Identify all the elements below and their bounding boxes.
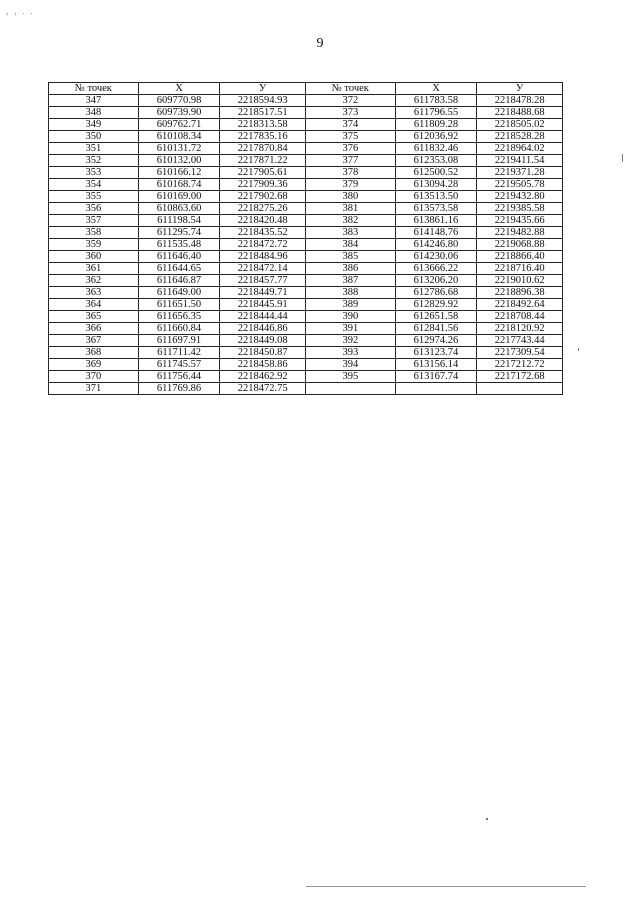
cell-point-number-right: 387 — [305, 275, 395, 287]
cell-point-number-left: 348 — [49, 107, 139, 119]
cell-point-number-left: 359 — [49, 239, 139, 251]
header-y-right: У — [477, 83, 563, 95]
cell-y-left: 2217902.68 — [220, 191, 306, 203]
cell-y-left: 2218445.91 — [220, 299, 306, 311]
cell-point-number-right: 376 — [305, 143, 395, 155]
cell-x-right: 614148.76 — [395, 227, 477, 239]
table-row — [49, 215, 563, 227]
header-point-number-left: № точек — [49, 83, 139, 95]
cell-x-left: 611745.57 — [138, 359, 220, 371]
table-row — [49, 335, 563, 347]
cell-point-number-left: 370 — [49, 371, 139, 383]
cell-y-right: 2217212.72 — [477, 359, 563, 371]
cell-point-number-right: 393 — [305, 347, 395, 359]
cell-x-left: 609762.71 — [138, 119, 220, 131]
cell-x-left: 610863.60 — [138, 203, 220, 215]
cell-x-right: 612353.08 — [395, 155, 477, 167]
header-x-right: X — [395, 83, 477, 95]
cell-x-right: 612841.56 — [395, 323, 477, 335]
cell-x-left: 611646.40 — [138, 251, 220, 263]
header-row — [49, 83, 563, 95]
cell-x-right: 612786.68 — [395, 287, 477, 299]
table-body — [49, 95, 563, 395]
cell-x-right: 612651.58 — [395, 311, 477, 323]
table-row — [49, 227, 563, 239]
cell-x-right: 613167.74 — [395, 371, 477, 383]
table-row — [49, 299, 563, 311]
cell-y-left: 2218313.58 — [220, 119, 306, 131]
cell-point-number-left: 366 — [49, 323, 139, 335]
cell-y-left: 2217905.61 — [220, 167, 306, 179]
cell-y-right: 2218716.40 — [477, 263, 563, 275]
cell-x-right: 613094.28 — [395, 179, 477, 191]
table-row — [49, 167, 563, 179]
cell-x-right: 613573.58 — [395, 203, 477, 215]
scan-speck — [486, 818, 488, 820]
cell-x-left: 611646.87 — [138, 275, 220, 287]
cell-x-left: 611656.35 — [138, 311, 220, 323]
cell-point-number-left: 371 — [49, 383, 139, 395]
cell-x-left: 611644.65 — [138, 263, 220, 275]
cell-x-left: 610166.12 — [138, 167, 220, 179]
cell-point-number-left: 360 — [49, 251, 139, 263]
cell-point-number-right: 390 — [305, 311, 395, 323]
cell-point-number-right: 381 — [305, 203, 395, 215]
cell-y-right: 2218896.38 — [477, 287, 563, 299]
table-row — [49, 275, 563, 287]
cell-point-number-left: 368 — [49, 347, 139, 359]
cell-point-number-right: 395 — [305, 371, 395, 383]
cell-x-right: 613666.22 — [395, 263, 477, 275]
cell-y-right: 2219385.58 — [477, 203, 563, 215]
cell-point-number-right: 386 — [305, 263, 395, 275]
cell-x-left: 611769.86 — [138, 383, 220, 395]
cell-y-left: 2218275.26 — [220, 203, 306, 215]
table-row — [49, 179, 563, 191]
cell-y-left: 2218594.93 — [220, 95, 306, 107]
header-x-left: X — [138, 83, 220, 95]
cell-y-left: 2218435.52 — [220, 227, 306, 239]
cell-point-number-right — [305, 383, 395, 395]
cell-point-number-left: 367 — [49, 335, 139, 347]
cell-point-number-right: 389 — [305, 299, 395, 311]
cell-y-left: 2218472.14 — [220, 263, 306, 275]
cell-y-right: 2218488.68 — [477, 107, 563, 119]
cell-x-right: 613156.14 — [395, 359, 477, 371]
cell-point-number-right: 380 — [305, 191, 395, 203]
cell-y-left: 2218449.08 — [220, 335, 306, 347]
cell-x-right — [395, 383, 477, 395]
cell-x-right: 612974.26 — [395, 335, 477, 347]
cell-y-left: 2217871.22 — [220, 155, 306, 167]
cell-point-number-right: 373 — [305, 107, 395, 119]
cell-y-left: 2218444.44 — [220, 311, 306, 323]
cell-x-right: 613123.74 — [395, 347, 477, 359]
table-row — [49, 263, 563, 275]
cell-point-number-left: 365 — [49, 311, 139, 323]
cell-point-number-left: 361 — [49, 263, 139, 275]
cell-x-left: 609770.98 — [138, 95, 220, 107]
cell-x-right: 612829.92 — [395, 299, 477, 311]
cell-y-left: 2218484.96 — [220, 251, 306, 263]
cell-y-left: 2218517.51 — [220, 107, 306, 119]
cell-y-left: 2218450.87 — [220, 347, 306, 359]
cell-y-right: 2218708.44 — [477, 311, 563, 323]
cell-x-left: 611649.00 — [138, 287, 220, 299]
cell-y-left: 2217835.16 — [220, 131, 306, 143]
cell-x-left: 611756.44 — [138, 371, 220, 383]
cell-y-right: 2219371.28 — [477, 167, 563, 179]
cell-x-right: 614246.80 — [395, 239, 477, 251]
cell-x-left: 611535.48 — [138, 239, 220, 251]
cell-x-left: 611711.42 — [138, 347, 220, 359]
cell-point-number-right: 378 — [305, 167, 395, 179]
table-row — [49, 119, 563, 131]
cell-point-number-left: 354 — [49, 179, 139, 191]
table-row — [49, 311, 563, 323]
header-point-number-right: № точек — [305, 83, 395, 95]
table-row — [49, 251, 563, 263]
cell-y-right: 2218492.64 — [477, 299, 563, 311]
cell-x-left: 610131.72 — [138, 143, 220, 155]
page-number: 9 — [316, 36, 324, 51]
coordinates-table — [48, 82, 563, 395]
cell-y-left: 2218462.92 — [220, 371, 306, 383]
cell-y-right: 2219505.78 — [477, 179, 563, 191]
cell-y-left: 2218472.72 — [220, 239, 306, 251]
cell-x-left: 611198.54 — [138, 215, 220, 227]
cell-point-number-right: 388 — [305, 287, 395, 299]
cell-x-right: 611796.55 — [395, 107, 477, 119]
cell-y-left: 2218472.75 — [220, 383, 306, 395]
cell-y-right: 2218964.02 — [477, 143, 563, 155]
cell-point-number-right: 377 — [305, 155, 395, 167]
table-row — [49, 95, 563, 107]
cell-point-number-left: 364 — [49, 299, 139, 311]
cell-y-right: 2218866.40 — [477, 251, 563, 263]
cell-point-number-right: 391 — [305, 323, 395, 335]
table-row — [49, 155, 563, 167]
cell-x-left: 611697.91 — [138, 335, 220, 347]
table-row — [49, 347, 563, 359]
cell-y-left: 2217870.84 — [220, 143, 306, 155]
cell-x-right: 613513.50 — [395, 191, 477, 203]
cell-y-right: 2217309.54 — [477, 347, 563, 359]
table-row — [49, 371, 563, 383]
cell-y-right: 2218528.28 — [477, 131, 563, 143]
scan-marks: ‹ ‹ · · — [6, 10, 35, 18]
cell-point-number-left: 356 — [49, 203, 139, 215]
cell-point-number-left: 352 — [49, 155, 139, 167]
cell-y-left: 2218457.77 — [220, 275, 306, 287]
cell-point-number-left: 363 — [49, 287, 139, 299]
cell-point-number-right: 384 — [305, 239, 395, 251]
cell-point-number-right: 372 — [305, 95, 395, 107]
cell-point-number-right: 382 — [305, 215, 395, 227]
cell-y-right: 2219411.54 — [477, 155, 563, 167]
table-row — [49, 203, 563, 215]
scan-speck — [622, 154, 623, 162]
cell-y-right: 2218120.92 — [477, 323, 563, 335]
cell-y-left: 2218446.86 — [220, 323, 306, 335]
cell-y-right: 2217172.68 — [477, 371, 563, 383]
cell-x-left: 611295.74 — [138, 227, 220, 239]
cell-point-number-right: 385 — [305, 251, 395, 263]
cell-point-number-left: 349 — [49, 119, 139, 131]
cell-x-left: 610132.00 — [138, 155, 220, 167]
cell-point-number-left: 350 — [49, 131, 139, 143]
cell-y-left: 2217909.36 — [220, 179, 306, 191]
cell-x-left: 609739.90 — [138, 107, 220, 119]
table-row — [49, 239, 563, 251]
cell-point-number-right: 374 — [305, 119, 395, 131]
table-row — [49, 323, 563, 335]
table-row — [49, 287, 563, 299]
scan-speck — [578, 348, 579, 351]
cell-point-number-right: 392 — [305, 335, 395, 347]
table-row — [49, 143, 563, 155]
cell-y-right: 2219435.66 — [477, 215, 563, 227]
cell-y-right: 2219432.80 — [477, 191, 563, 203]
cell-x-right: 613861.16 — [395, 215, 477, 227]
table-row — [49, 191, 563, 203]
cell-point-number-left: 351 — [49, 143, 139, 155]
cell-point-number-right: 375 — [305, 131, 395, 143]
cell-y-right: 2219068.88 — [477, 239, 563, 251]
cell-y-left: 2218420.48 — [220, 215, 306, 227]
cell-y-right: 2219482.88 — [477, 227, 563, 239]
cell-x-left: 610108.34 — [138, 131, 220, 143]
cell-x-left: 610168.74 — [138, 179, 220, 191]
cell-x-right: 611832.46 — [395, 143, 477, 155]
cell-x-left: 611651.50 — [138, 299, 220, 311]
cell-y-left: 2218458.86 — [220, 359, 306, 371]
table-header — [49, 83, 563, 95]
cell-x-right: 612036.92 — [395, 131, 477, 143]
scan-speck — [306, 886, 586, 887]
cell-x-left: 611660.84 — [138, 323, 220, 335]
cell-x-left: 610169.00 — [138, 191, 220, 203]
header-y-left: У — [220, 83, 306, 95]
cell-point-number-left: 362 — [49, 275, 139, 287]
table-row — [49, 131, 563, 143]
cell-y-right: 2217743.44 — [477, 335, 563, 347]
cell-point-number-left: 369 — [49, 359, 139, 371]
cell-point-number-left: 347 — [49, 95, 139, 107]
cell-y-left: 2218449.71 — [220, 287, 306, 299]
cell-point-number-left: 355 — [49, 191, 139, 203]
cell-point-number-right: 383 — [305, 227, 395, 239]
cell-point-number-right: 379 — [305, 179, 395, 191]
table-row — [49, 383, 563, 395]
table-row — [49, 107, 563, 119]
cell-x-right: 612500.52 — [395, 167, 477, 179]
cell-x-right: 611809.28 — [395, 119, 477, 131]
cell-y-right: 2218505.02 — [477, 119, 563, 131]
cell-x-right: 614230.06 — [395, 251, 477, 263]
cell-x-right: 613206.20 — [395, 275, 477, 287]
cell-point-number-right: 394 — [305, 359, 395, 371]
table-row — [49, 359, 563, 371]
cell-point-number-left: 353 — [49, 167, 139, 179]
cell-point-number-left: 357 — [49, 215, 139, 227]
cell-y-right: 2219010.62 — [477, 275, 563, 287]
cell-y-right — [477, 383, 563, 395]
cell-x-right: 611783.58 — [395, 95, 477, 107]
cell-y-right: 2218478.28 — [477, 95, 563, 107]
cell-point-number-left: 358 — [49, 227, 139, 239]
